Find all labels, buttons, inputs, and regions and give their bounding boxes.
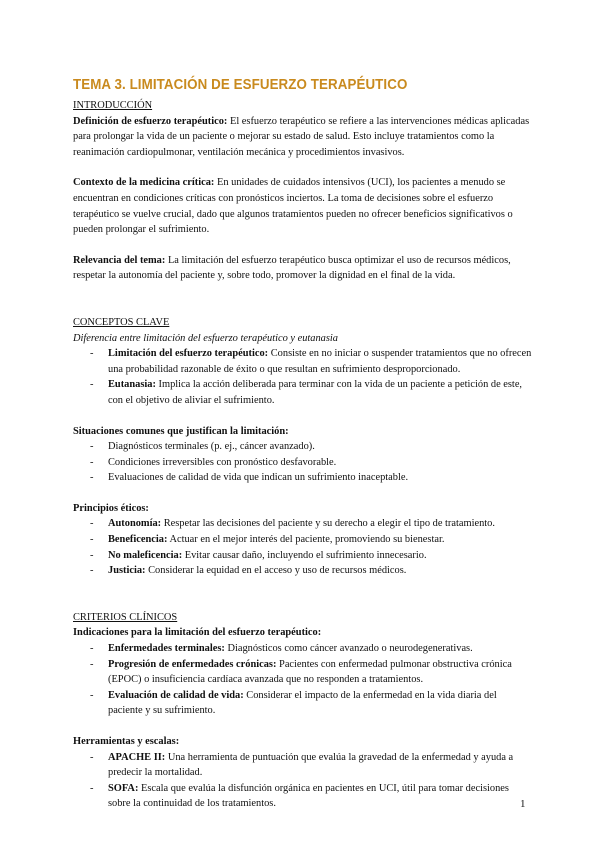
- item-label: Autonomía:: [108, 518, 162, 530]
- item-text: Respetar las decisiones del paciente y su derecho a elegir el tipo de tratamiento.: [161, 518, 495, 530]
- list-item: [73, 688, 533, 719]
- item-text: Actuar en el mejor interés del paciente, promoviendo su bienestar.: [167, 534, 445, 546]
- dash-bullet: -: [90, 456, 94, 468]
- item-text: Evaluaciones de calidad de vida que indican un sufrimiento inaceptable.: [108, 472, 409, 484]
- principles-title-text: Principios éticos:: [73, 502, 149, 514]
- list-item: [73, 470, 533, 486]
- item-label: Limitación del esfuerzo terapéutico:: [108, 348, 269, 360]
- intro-text: En unidades de cuidados intensivos (UCI), los pacientes a menudo se encuentran en condiciones críticas con pronósticos inciertos. La toma de decisiones sobre el esfuerzo terapéutico se vuelve crucial, dado que algunos tratamientos pueden no ofrecer beneficios significativos o pueden prolongar el sufrimiento.: [73, 177, 513, 236]
- list-item: [73, 516, 533, 532]
- list-item: [73, 455, 533, 471]
- intro-label: Definición de esfuerzo terapéutico:: [73, 115, 228, 127]
- item-text: Considerar la equidad en el acceso y uso de recursos médicos.: [145, 565, 407, 577]
- intro-label: Relevancia del tema:: [73, 254, 166, 266]
- indications-title: [73, 625, 533, 641]
- list-item: [73, 750, 533, 781]
- list-item: [73, 346, 533, 377]
- item-text: Considerar el impacto de la enfermedad en la vida diaria del paciente y su sufrimiento.: [108, 689, 497, 717]
- item-label: SOFA:: [108, 782, 139, 794]
- list-item: [73, 657, 533, 688]
- intro-paragraph-definition: [73, 114, 533, 161]
- list-item: [73, 781, 533, 812]
- dash-bullet: -: [90, 643, 94, 655]
- concepts-heading: CONCEPTOS CLAVE: [73, 316, 170, 328]
- situations-list: [73, 439, 533, 486]
- item-label: Justicia:: [108, 565, 146, 577]
- dash-bullet: -: [90, 379, 94, 391]
- criteria-heading: CRITERIOS CLÍNICOS: [73, 611, 178, 623]
- item-text: Pacientes con enfermedad pulmonar obstructiva crónica (EPOC) o insuficiencia cardíaca avanzada que no responden a tratamientos.: [108, 658, 512, 686]
- principles-list: [73, 516, 533, 578]
- indications-list: [73, 641, 533, 719]
- dash-bullet: -: [90, 534, 94, 546]
- concepts-list: [73, 346, 533, 408]
- indications-title-text: Indicaciones para la limitación del esfuerzo terapéutico:: [73, 627, 322, 639]
- dash-bullet: -: [90, 751, 94, 763]
- list-item: [73, 641, 533, 657]
- item-text: Condiciones irreversibles con pronóstico desfavorable.: [108, 456, 337, 468]
- dash-bullet: -: [90, 565, 94, 577]
- intro-paragraph-context: [73, 175, 533, 237]
- dash-bullet: -: [90, 689, 94, 701]
- dash-bullet: -: [90, 472, 94, 484]
- item-label: Enfermedades terminales:: [108, 643, 225, 655]
- tools-title: [73, 734, 533, 750]
- page-title: TEMA 3. LIMITACIÓN DE ESFUERZO TERAPÉUTICO: [73, 77, 408, 93]
- item-label: Beneficencia:: [108, 534, 168, 546]
- situations-title-text: Situaciones comunes que justifican la limitación:: [73, 425, 289, 437]
- item-label: Evaluación de calidad de vida:: [108, 689, 244, 701]
- intro-text: La limitación del esfuerzo terapéutico busca optimizar el uso de recursos médicos, respetar la autonomía del paciente y, sobre todo, promover la dignidad en el final de la vida.: [73, 254, 511, 282]
- concepts-subheading: Diferencia entre limitación del esfuerzo terapéutico y eutanasia: [73, 332, 338, 344]
- list-item: [73, 532, 533, 548]
- item-text: Implica la acción deliberada para terminar con la vida de un paciente a petición de este, con el objetivo de aliviar el sufrimiento.: [108, 379, 523, 406]
- intro-paragraph-relevance: [73, 253, 533, 284]
- item-text: Una herramienta de puntuación que evalúa la gravedad de la enfermedad y ayuda a predecir la mortalidad.: [108, 751, 514, 779]
- item-text: Escala que evalúa la disfunción orgánica en pacientes en UCI, útil para tomar decisiones sobre la continuidad de los tratamientos.: [108, 782, 509, 810]
- item-text: Evitar causar daño, incluyendo el sufrimiento innecesario.: [182, 549, 427, 561]
- intro-heading: INTRODUCCIÓN: [73, 100, 153, 111]
- dash-bullet: -: [90, 441, 94, 453]
- principles-title: [73, 501, 533, 517]
- list-item: [73, 548, 533, 564]
- tools-title-text: Herramientas y escalas:: [73, 736, 180, 747]
- item-label: APACHE II:: [108, 751, 166, 763]
- tools-list: [73, 750, 533, 812]
- list-item: [73, 563, 533, 579]
- document-page: [73, 76, 533, 812]
- page-number: 1: [520, 798, 526, 810]
- dash-bullet: -: [90, 658, 94, 670]
- item-label: No maleficencia:: [108, 549, 183, 561]
- dash-bullet: -: [90, 782, 94, 794]
- dash-bullet: -: [90, 549, 94, 561]
- list-item: [73, 439, 533, 455]
- dash-bullet: -: [90, 518, 94, 530]
- item-text: Diagnósticos como cáncer avanzado o neurodegenerativas.: [224, 643, 473, 655]
- intro-label: Contexto de la medicina crítica:: [73, 177, 215, 189]
- situations-title: [73, 424, 533, 440]
- dash-bullet: -: [90, 348, 94, 360]
- item-label: Progresión de enfermedades crónicas:: [108, 658, 277, 670]
- item-text: Consiste en no iniciar o suspender tratamientos que no ofrecen una probabilidad razonable de éxito o que resultan en sufrimiento desproporcionado.: [108, 348, 532, 375]
- item-text: Diagnósticos terminales (p. ej., cáncer avanzado).: [108, 441, 315, 453]
- item-label: Eutanasia:: [108, 379, 156, 391]
- list-item: [73, 377, 533, 408]
- intro-text: El esfuerzo terapéutico se refiere a las intervenciones médicas aplicadas para prolongar la vida de un paciente o mejorar su estado de salud. Esto incluye tratamientos como la reanimación cardiopulmonar, ventilación mecánica y procedimientos invasivos.: [73, 115, 530, 158]
